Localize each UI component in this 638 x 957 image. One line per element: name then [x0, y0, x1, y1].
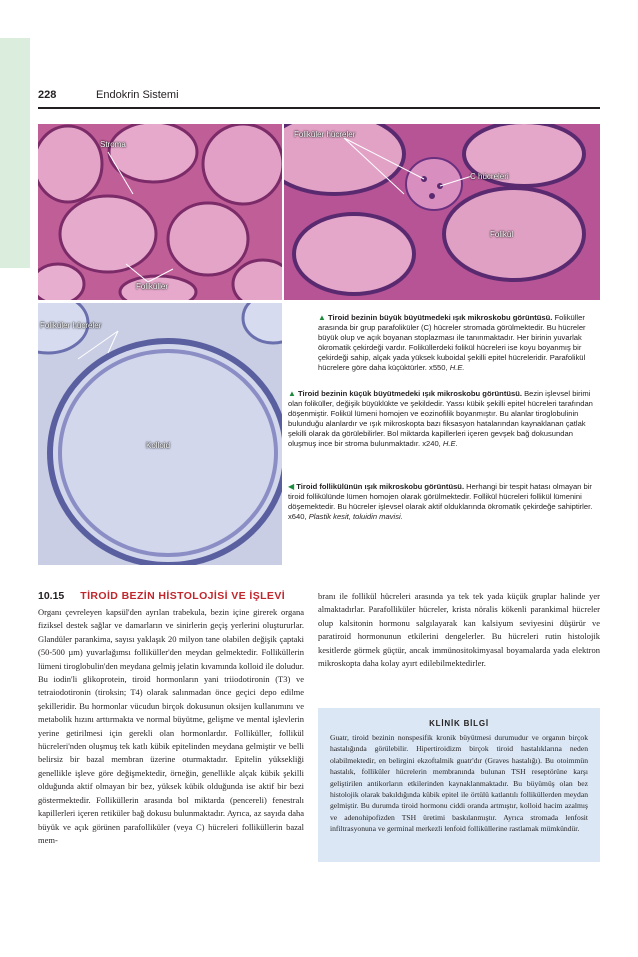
micrograph-follicle-toluidine [38, 303, 282, 565]
caption-high-power [318, 313, 600, 373]
caption1-stain: H.E. [449, 363, 465, 372]
label-follikuler-hucreler-left: Foliküler hücreler [40, 321, 102, 330]
clinical-info-box [318, 708, 600, 862]
chapter-side-tab [0, 38, 30, 268]
caption2-text: Bezin işlevsel birimi olan foliküller, değişik büyüklükte ve şekildedir. Yassı kübik şekilli epitel hücreleri tarafından döşenmiştir. Folikül lümeni homojen ve eozinofilik boyanmıştır. Bu alanlar tiroglobulinin bulunduğu alanlardır ve ışık mikroskopta bazı fiksasyon hatalarından kaynaklanan çatlak şekilli olarak da görülebilirler. Bol miktarda kapillerleri içeren gevşek bağ dokusundan oluşmuş ince bir stroma bulunmaktadır. x240, [288, 389, 593, 448]
caption-low-power [288, 389, 600, 449]
section-number: 10.15 [38, 590, 65, 602]
up-triangle-icon: ▲ [318, 313, 326, 322]
clinical-box-text: Guatr, tiroid bezinin nonspesifik kronik büyütmesi durumudur ve organın birçok hastalığında görülebilir. Hipertiroidizm birçok tiroid hastalıklarına neden olabilmektedir, en belirgini ekzoftalmik guatr'dır (Graves hastalığı). Bu otoimmün hastalık, folliküler hücrelerin membranında bulunan TSH reseptörüne karşı geliştirilen antikorların etkilerinden kaynaklanmaktadır. Bu büyümüş olan bez histolojik olarak bakıldığında kübik epitel ile örtülü katlantılı folliküllerden meydan gelmiştir. Bu durumda tiroid hormonu ciddi oranda artmıştır, kolloid hacim azalmış ve adenohipofizden TSH üretimi baskılanmıştır. Ayrıca stromada lenfosit infiltrasyonuna ve germinal merkezli lenfoid folliküllerine rastlamak mümkündür. [330, 733, 588, 834]
label-follikul: Folikül [490, 230, 514, 239]
section-heading [38, 590, 285, 602]
body-left-column [38, 606, 304, 847]
caption-toluidine [288, 482, 600, 522]
label-c-hucreleri: C hücreleri [470, 172, 509, 181]
label-stroma: Stroma [100, 140, 126, 149]
section-title: TİROİD BEZİN HİSTOLOJİSİ VE İŞLEVİ [80, 590, 286, 602]
page-number: 228 [38, 89, 57, 101]
caption1-title: Tiroid bezinin büyük büyütmedeki ışık mikroskobu görüntüsü. [328, 313, 553, 322]
clinical-box-title: KLİNİK BİLGİ [429, 719, 489, 728]
label-follikuller: Foliküller [136, 282, 169, 291]
caption3-text: Herhangi bir tespit hatası olmayan bir tiroid follikülünde lümen homojen olarak görülmektedir. Follikül hücreleri follikül lümenini döşemektedir. Bu hücreler işlevsel olarak aktif olduklarında ökromatik çekirdeğe sahiptirler. x640, [288, 482, 593, 521]
caption2-title: Tiroid bezinin küçük büyütmedeki ışık mikroskobu görüntüsü. [298, 389, 522, 398]
body-right-column [318, 590, 600, 670]
micrograph-high-power [284, 124, 600, 300]
left-triangle-icon: ◀ [288, 482, 295, 491]
running-header [38, 89, 179, 101]
caption1-text: Foliküller arasında bir grup parafoliküler (C) hücreler stromada görülmektedir. Bu hücreler büyük olup ve açık boyanan stoplazması ile tanınmaktadır. Her birinin yuvarlak ökromatik çekirdeği vardır. Foliküllerdeki folikül hücreleri ise koyu boyanmış bir çekirdeği sahip, alçak yada yüksek kuboidal şekilli epitel hücreleridir. Parafolikül hücrelere göre daha küçüktürler. x550, [318, 313, 586, 372]
label-kolloid: Kolloid [146, 441, 171, 450]
header-rule [38, 107, 600, 109]
micrograph-low-power [38, 124, 282, 300]
caption3-stain: Plastik kesit, toluidin mavisi. [308, 512, 403, 521]
caption3-title: Tiroid follikülünün ışık mikroskobu görüntüsü. [296, 482, 465, 491]
body-paragraph: branı ile follikül hücreleri arasında ya tek tek yada küçük gruplar halinde yer almaktadırlar. Parafolliküler hücreler, krista nöralis kökenli parankimal hücreler olup kalsitonin hormonu salgılayarak kan kalsiyum seviyesini düşürür ve paratiroid hormonunun etkilerini dengelerler. Bu hücreleri rutin histolojik kesitlerde görmek güçtür, ancak immünositokimyasal boyamalarda yada elektron mikroskopta daha kolay ayırt edilebilmektedirler. [318, 591, 600, 669]
caption2-stain: H.E. [442, 439, 458, 448]
label-follikuler-hucreler-top: Foliküler hücreler [294, 130, 356, 139]
up-triangle-icon: ▲ [288, 389, 296, 398]
body-paragraph: Organı çevreleyen kapsül'den ayrılan trabekula, bezin içine girerek organa fiziksel destek sağlar ve damarların ve sinirlerin geçiş yerlerini oluştururlar. Glandüler parankima, sayısı yaklaşık 20 milyon tane olabilen değişik çaptaki (50-500 µm) yuvarlağımsı folliküller'den meydan gelmektedir. Folliküllerin lümeni tiroglobulin'den meydana gelmiş jelatin kıvamında kolloid ile doludur. Bu iodin'li glikoprotein, tiroid hormonların yani triiodotironin (T3) ve tetraiodotironin (tiroksin; T4) olarak salınmadan önce geçici depo edilme şekilleridir. Bu hormonlar vücudun birçok dokusunun oksijen kullanımını ve metabolik hızını arttırmakta ve normal büyütme, gelişme ve mental işlevlerin yerine getirilmesi için gerekli olan hormonlardır. Folliküller, follikül hücreleri'nden oluşmuş tek katlı kübik epitelinden meydana gelmiştir ve belli belirsiz bir bazal membran üzerine oturmaktadır. Epitelin yüksekliği genellikle işleve göre değişmektedir, örneğin, genellikle alçak kübik şekilli olduğunda aktif olmayan bir bez, yüksek kübik olduğunda ise aktif bir bezi göstermektedir. Folliküllerin arasında bol miktarda (pencereli) fenestralı kapillerleri içeren retiküler bağ dokusu bulunmaktadır. Ayrıca, az sayıda daha büyük ve açık görünen parafolliküler (veya C) hücreleri folliküllerin bazal mem- [38, 607, 304, 845]
chapter-title: Endokrin Sistemi [96, 89, 179, 101]
